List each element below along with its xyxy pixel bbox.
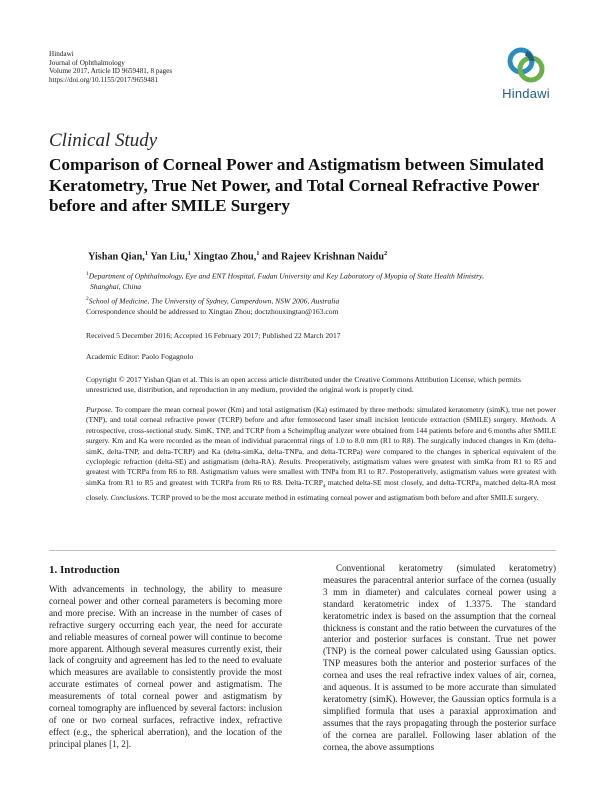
abstract-results-sub: 4 xyxy=(322,484,326,490)
author-name: Xingtao Zhou, xyxy=(193,251,257,263)
affiliation-text-cont: Shanghai, China xyxy=(90,281,142,291)
journal-info xyxy=(49,50,172,84)
doi-link[interactable]: https://doi.org/10.1155/2017/9659481 xyxy=(49,75,159,84)
abstract-results-sub2: 3 xyxy=(478,484,482,490)
author-affil-sup: 1 xyxy=(187,250,191,257)
intro-paragraph-left: With advancements in technology, the ability to measure corneal power and other corneal parameters is becoming more and more precise. With an increase in the number of cases of refractive surgery occurring each year, the need for accurate and reliable measures of corneal power will continue to become more apparent. Although several measures currently exist, their lack of congruity and agreement has led to the need to evaluate which measures are available to consistently provide the most accurate estimates of corneal power and astigmatism. The measurements of total corneal power and astigmatism by corneal tomography are influenced by several factors: inclusion of one or two corneal surfaces, refractive index, refractive effect (e.g., the spherical aberration), and the location of the principal planes [1, 2]. xyxy=(49,584,282,749)
affiliation-text: Department of Ophthalmology, Eye and ENT Hospital, Fudan University and Key Laboratory of Myopia of State Health Ministry, xyxy=(88,271,484,281)
copyright-notice: Copyright © 2017 Yishan Qian et al. This is an open access article distributed under the Creative Commons Attribution License, which permits unrestricted use, distribution, and reproduction in any medium, provided the original work is properly cited. xyxy=(86,375,521,395)
abstract-results: Preoperatively, astigmatism values were greatest with simKa from R1 to R5 and greatest with TCRPa from R6 to R8. Astigmatism values were smallest with TNPa from R1 to R7. Postoperatively, astigmatism values were greatest with simKa from R1 to R5 and greatest with TCRPa from R6 to R8. Delta-TCRP xyxy=(86,457,556,487)
author-list xyxy=(88,250,387,262)
volume-line: Volume 2017, Article ID 9659481, 8 pages xyxy=(49,67,173,76)
abstract-conclusions-label: Conclusions. xyxy=(110,492,150,502)
intro-paragraph-right: Conventional keratometry (simulated keratometry) measures the paracentral anterior surface of the cornea (usually 3 mm in diameter) and calculates corneal power using a standard keratometric index of 1.3375. The standard keratometric index is based on the assumption that the corneal thickness is constant and the ratio between the curvatures of the anterior and posterior surfaces is constant. True net power (TNP) is the corneal power calculated using Gaussian optics. TNP measures both the anterior and posterior surfaces of the cornea and uses the real refractive index values of air, cornea, and aqueous. It is assumed to be more accurate than simulated keratometry (simK). However, the Gaussian optics formula is a simplified formula that uses a paraxial approximation and assumes that the rays propagating through the posterior surface of the cornea are parallel. Following laser ablation of the cornea, the above assumptions xyxy=(323,563,556,752)
journal-name: Journal of Ophthalmology xyxy=(49,58,125,67)
abstract-results-label: Results. xyxy=(278,457,303,467)
hindawi-logo-icon xyxy=(505,46,547,84)
author-name: Yan Liu, xyxy=(150,251,188,263)
author-name: and Rajeev Krishnan Naidu xyxy=(262,251,385,263)
article-title: Comparison of Corneal Power and Astigmatism between Simulated Keratometry, True Net Power, and Total Corneal Refractive Power before and after SMILE Surgery xyxy=(49,155,544,215)
hindawi-logo xyxy=(495,46,557,101)
abstract-purpose: To compare the mean corneal power (Km) and total astigmatism (Ka) estimated by three methods: simulated keratometry (simK), true net power (TNP), and total corneal refractive power (TCRP) before and after femtosecond laser small incision lenticule extraction (SMILE) surgery. xyxy=(86,405,556,425)
left-column xyxy=(49,563,282,751)
affiliation-item xyxy=(86,269,556,292)
abstract-methods-label: Methods. xyxy=(520,415,549,425)
hindawi-wordmark: Hindawi xyxy=(502,86,550,101)
academic-editor: Academic Editor: Paolo Fogagnolo xyxy=(86,352,194,361)
article-type: Clinical Study xyxy=(49,130,158,151)
author-name: Yishan Qian, xyxy=(88,251,145,263)
abstract-purpose-label: Purpose. xyxy=(86,405,113,414)
abstract xyxy=(86,405,556,503)
affiliation-text: School of Medicine, The University of Sydney, Camperdown, NSW 2006, Australia xyxy=(88,296,340,306)
abstract-results-end: matched delta-RA most closely. xyxy=(86,477,556,502)
right-column xyxy=(323,563,556,754)
author-affil-sup: 1 xyxy=(256,250,260,257)
section-heading: 1. Introduction xyxy=(49,564,120,576)
section-divider xyxy=(49,550,556,551)
correspondence: Correspondence should be addressed to Xingtao Zhou; doctzhouxingtao@163.com xyxy=(86,307,339,316)
affiliation-item xyxy=(86,294,556,307)
abstract-methods: A retrospective, cross-sectional study. SimK, TNP, and TCRP from a Scheimpflug analyzer were obtained from 144 patients before and 6 months after SMILE surgery. Km and Ka were recorded as the mean of individual paracentral rings of 1.0 to 8.0 mm (R1 to R8). The surgically induced changes in Km (delta-simK, delta-TNP, and delta-TCRP) and Ka (delta-simKa, delta-TNPa, and delta-TCRPa) were compared to the changes in spherical equivalent of the cycloplegic refraction (delta-SE) and astigmatism (delta-RA). xyxy=(86,415,556,467)
affiliation-sup: 2 xyxy=(86,295,89,302)
publisher-name: Hindawi xyxy=(49,50,74,58)
affiliations xyxy=(86,269,556,308)
author-affil-sup: 2 xyxy=(384,250,388,257)
article-dates: Received 5 December 2016; Accepted 16 February 2017; Published 22 March 2017 xyxy=(86,331,341,340)
abstract-conclusions: TCRP proved to be the most accurate method in estimating corneal power and astigmatism both before and after SMILE surgery. xyxy=(149,492,539,502)
author-affil-sup: 1 xyxy=(144,250,149,257)
affiliation-sup: 1 xyxy=(86,271,89,277)
abstract-results-mid: matched delta-SE most closely, and delta-TCRPa xyxy=(325,477,479,487)
